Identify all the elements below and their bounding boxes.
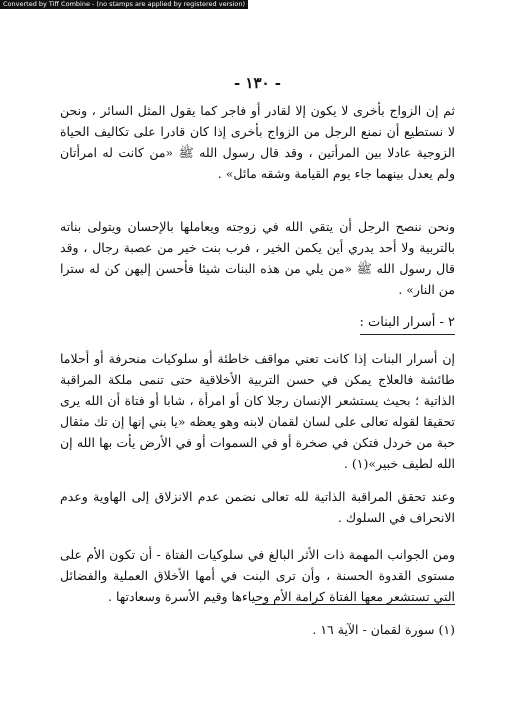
converter-banner: Converted by Tiff Combine - (no stamps are applied by registered version) <box>0 0 248 9</box>
paragraph-secrets: إن أسرار البنات إذا كانت تعني مواقف خاطئة أو سلوكيات منحرفة أو أحلاما طائشة فالعلاج يمكن في حسن التربية الأخلاقية حتى تنمى ملكة المراقبة الذاتية ؛ بحيث يستشعر الإنسان رجلا كان أو امرأة ، شابا أو فتاة أن الله يرى تحقيقا لقوله تعالى على لسان لقمان لابنه وهو يعظه «يا بني إنها إن تك مثقال حبة من خردل فتكن في صخرة أو في السموات أو في الأرض يأت بها الله إن الله لطيف خبير»(١) . <box>60 351 455 471</box>
paragraph-advice: ونحن ننصح الرجل أن يتقي الله في زوجته ويعاملها بالإحسان ويتولى بناته بالتربية ولا أحد يدري أين يكمن الخير ، فرب بنت خير من عصبة رجال ، وقد قال رسول الله ﷺ «من يلي من هذه البنات شيئا فأحسن إليهن كن له سترا من النار» . <box>60 219 455 297</box>
footnote-divider <box>255 604 455 605</box>
page-number: - ١٣٠ - <box>233 74 282 92</box>
page-body <box>60 100 455 607</box>
footnote: (١) سورة لقمان - الآية ١٦ . <box>312 622 455 637</box>
paragraph-mother-role: ومن الجوانب المهمة ذات الأثر البالغ في سلوكيات الفتاة - أن تكون الأم على مستوى القدوة الحسنة ، وأن ترى البنت في أمها الأخلاق العملية والفضائل التي تستشعر معها الفتاة كرامة الأم وحياءها وقيم الأسرة وسعادتها . <box>60 547 455 604</box>
section-heading-text: ٢ - أسرار البنات : <box>360 312 455 335</box>
paragraph-self-monitoring: وعند تحقق المراقبة الذاتية لله تعالى نضمن عدم الانزلاق إلى الهاوية وعدم الانحراف في السلوك . <box>60 489 455 525</box>
paragraph-marriage: ثم إن الزواج بأخرى لا يكون إلا لقادر أو فاجر كما يقول المثل السائر ، ونحن لا نستطيع أن نمنع الرجل من الزواج بأخرى إذا كان قادرا على تكاليف الحياة الزوجية عادلا بين المرأتين ، وقد قال رسول الله ﷺ «من كانت له امرأتان ولم يعدل بينهما جاء يوم القيامة وشقه مائل» . <box>60 103 455 181</box>
section-heading <box>60 312 455 340</box>
